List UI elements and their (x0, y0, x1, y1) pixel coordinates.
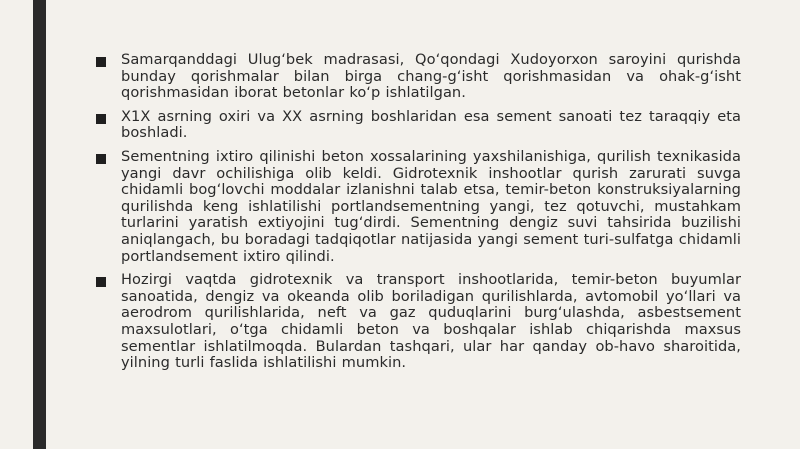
bullet-item-4 (96, 272, 741, 372)
bullet-item-1 (96, 52, 741, 102)
bullet-text: Samarqanddagi Ulug‘bek madrasasi, Qo‘qondagi Xudoyorxon saroyini qurishda bunday qorishmalar bilan birga chang-g‘isht qorishmasidan va ohak-g‘isht qorishmasidan iborat betonlar ko‘p ishlatilgan. (121, 51, 741, 102)
bullet-text: X1X asrning oxiri va XX asrning boshlaridan esa sement sanoati tez taraqqiy eta boshladi. (121, 107, 741, 142)
bullet-item-2 (96, 109, 741, 142)
slide-content (96, 52, 741, 379)
square-bullet-icon (96, 57, 106, 67)
square-bullet-icon (96, 277, 106, 287)
left-accent-bar (33, 0, 46, 449)
square-bullet-icon (96, 154, 106, 164)
bullet-text: Sementning ixtiro qilinishi beton xossalarining yaxshilanishiga, qurilish texnikasida yangi davr ochilishiga olib keldi. Gidrotexnik inshootlar qurish zarurati suvga chidamli bog‘lovchi moddalar izlanishni talab etsa, temir-beton konstruksiyalarning qurilishda keng ishlatilishi portlandsementning yangi, tez qotuvchi, mustahkam turlarini yaratish extiyojini tug‘dirdi. Sementning dengiz suvi tahsirida buzilishi aniqlangach, bu boradagi tadqiqotlar natijasida yangi sement turi-sulfatga chidamli portlandsement ixtiro qilindi. (121, 147, 741, 265)
square-bullet-icon (96, 114, 106, 124)
bullet-text: Hozirgi vaqtda gidrotexnik va transport inshootlarida, temir-beton buyumlar sanoatida, dengiz va okeanda olib boriladigan qurilishlarda, avtomobil yo‘llari va aerodrom qurilishlarida, neft va gaz quduqlarini burg‘ulashda, asbestsement maxsulotlari, o‘tga chidamli beton va boshqalar ishlab chiqarishda maxsus sementlar ishlatilmoqda. Bulardan tashqari, ular har qanday ob-havo sharoitida, yilning turli faslida ishlatilishi mumkin. (121, 271, 741, 372)
bullet-item-3 (96, 149, 741, 265)
